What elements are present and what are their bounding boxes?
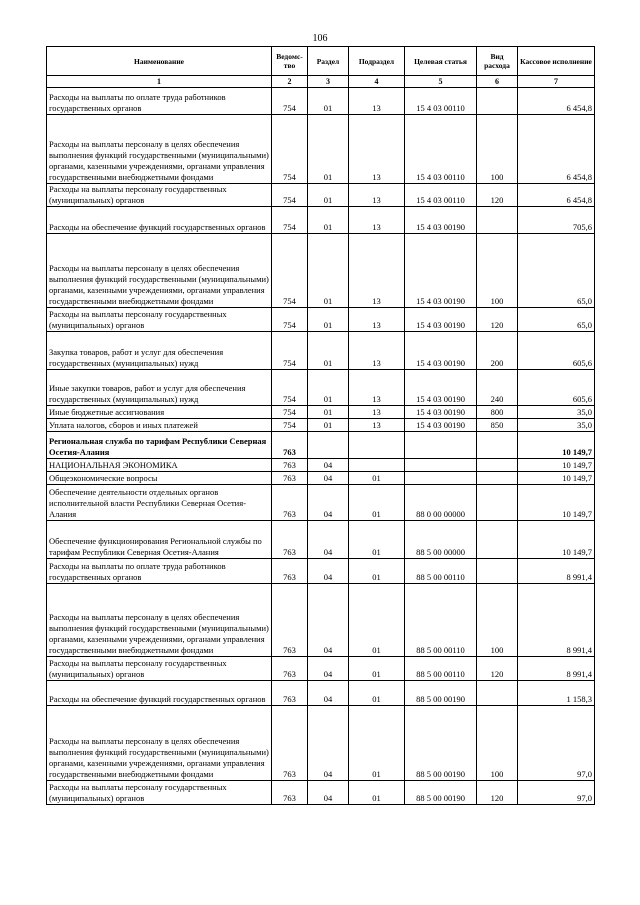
row-name: Региональная служба по тарифам Республики Северная Осетия-Алания [47,432,272,459]
row-podrazdel [349,459,405,472]
table-row [47,706,595,781]
row-razdel: 04 [308,584,349,657]
row-name: Расходы на выплаты персоналу в целях обеспечения выполнения функций государственными (муниципальными) органами, казенными учреждениями, органами управления государственными внебюджетными фондами [47,234,272,308]
row-celevaya-statya: 88 5 00 00190 [405,706,477,781]
header-celevaya-statya: Целевая статья [405,47,477,76]
table-row [47,308,595,332]
row-vedomstvo: 763 [272,584,308,657]
row-celevaya-statya: 15 4 03 00190 [405,332,477,370]
row-vid-raskhoda [477,459,518,472]
row-razdel: 01 [308,370,349,406]
row-razdel: 04 [308,472,349,485]
row-name: Закупка товаров, работ и услуг для обеспечения государственных (муниципальных) нужд [47,332,272,370]
row-vedomstvo: 763 [272,485,308,521]
row-sum: 6 454,8 [518,184,595,207]
row-razdel: 01 [308,332,349,370]
table-row [47,406,595,419]
row-vid-raskhoda: 120 [477,657,518,681]
row-vedomstvo: 763 [272,657,308,681]
row-razdel: 04 [308,706,349,781]
row-vid-raskhoda: 200 [477,332,518,370]
table-row [47,485,595,521]
row-podrazdel: 01 [349,781,405,805]
table-row [47,115,595,184]
row-podrazdel: 13 [349,308,405,332]
row-razdel: 01 [308,234,349,308]
table-row [47,184,595,207]
row-vid-raskhoda [477,432,518,459]
row-podrazdel: 13 [349,332,405,370]
row-razdel: 04 [308,559,349,584]
table-row [47,657,595,681]
row-name: Расходы на выплаты персоналу государственных (муниципальных) органов [47,781,272,805]
page-number: 106 [312,33,328,44]
row-vid-raskhoda: 120 [477,308,518,332]
table-row [47,370,595,406]
row-celevaya-statya: 15 4 03 00190 [405,370,477,406]
row-vid-raskhoda: 240 [477,370,518,406]
row-razdel: 01 [308,308,349,332]
row-vedomstvo: 754 [272,308,308,332]
row-podrazdel: 13 [349,419,405,432]
row-podrazdel: 01 [349,657,405,681]
column-number: 6 [477,76,518,88]
row-name: Уплата налогов, сборов и иных платежей [47,419,272,432]
row-celevaya-statya: 88 0 00 00000 [405,485,477,521]
row-celevaya-statya: 15 4 03 00110 [405,115,477,184]
header-razdel: Раздел [308,47,349,76]
row-sum: 97,0 [518,706,595,781]
row-vid-raskhoda [477,485,518,521]
header-name: Наименование [47,47,272,76]
row-name: Обеспечение функционирования Региональной службы по тарифам Республики Северная Осетия-Алания [47,521,272,559]
row-vid-raskhoda: 120 [477,184,518,207]
table-row [47,681,595,706]
row-podrazdel: 13 [349,184,405,207]
row-podrazdel: 13 [349,207,405,234]
row-celevaya-statya: 15 4 03 00190 [405,308,477,332]
row-vedomstvo: 763 [272,681,308,706]
row-razdel: 04 [308,521,349,559]
row-sum: 10 149,7 [518,485,595,521]
row-sum: 65,0 [518,308,595,332]
row-razdel: 04 [308,657,349,681]
row-name: Расходы на выплаты персоналу в целях обеспечения выполнения функций государственными (муниципальными) органами, казенными учреждениями, органами управления государственными внебюджетными фондами [47,706,272,781]
row-celevaya-statya: 88 5 00 00190 [405,781,477,805]
row-sum: 8 991,4 [518,657,595,681]
row-celevaya-statya: 15 4 03 00190 [405,207,477,234]
row-name: Общеэкономические вопросы [47,472,272,485]
column-number: 5 [405,76,477,88]
row-vid-raskhoda: 100 [477,584,518,657]
row-name: Расходы на выплаты персоналу в целях обеспечения выполнения функций государственными (муниципальными) органами, казенными учреждениями, органами управления государственными внебюджетными фондами [47,584,272,657]
row-celevaya-statya [405,459,477,472]
table-row [47,472,595,485]
row-vid-raskhoda [477,521,518,559]
row-podrazdel: 01 [349,521,405,559]
row-sum: 10 149,7 [518,521,595,559]
row-podrazdel [349,432,405,459]
row-vid-raskhoda [477,207,518,234]
row-celevaya-statya: 88 5 00 00190 [405,681,477,706]
row-celevaya-statya: 15 4 03 00110 [405,88,477,115]
row-celevaya-statya: 15 4 03 00190 [405,406,477,419]
row-vid-raskhoda: 850 [477,419,518,432]
table-row [47,419,595,432]
table-body [47,88,595,805]
expenditure-table [46,46,595,805]
column-number: 4 [349,76,405,88]
table-row [47,521,595,559]
header-vedomstvo: Ведомс-тво [272,47,308,76]
row-name: Расходы на выплаты персоналу государственных (муниципальных) органов [47,657,272,681]
row-podrazdel: 01 [349,485,405,521]
row-name: Расходы на выплаты по оплате труда работников государственных органов [47,88,272,115]
row-vedomstvo: 754 [272,332,308,370]
column-number-row [47,76,595,88]
row-vedomstvo: 754 [272,115,308,184]
row-name: НАЦИОНАЛЬНАЯ ЭКОНОМИКА [47,459,272,472]
row-celevaya-statya: 88 5 00 00000 [405,521,477,559]
row-podrazdel: 13 [349,88,405,115]
row-razdel: 04 [308,681,349,706]
column-number: 3 [308,76,349,88]
row-celevaya-statya: 88 5 00 00110 [405,584,477,657]
row-vedomstvo: 763 [272,472,308,485]
row-celevaya-statya: 88 5 00 00110 [405,559,477,584]
row-vedomstvo: 763 [272,559,308,584]
row-name: Обеспечение деятельности отдельных органов исполнительной власти Республики Северная Осетия-Алания [47,485,272,521]
table-row [47,207,595,234]
row-razdel: 04 [308,459,349,472]
row-vid-raskhoda [477,88,518,115]
row-vedomstvo: 754 [272,234,308,308]
row-vid-raskhoda [477,559,518,584]
row-name: Расходы на обеспечение функций государственных органов [47,207,272,234]
row-vedomstvo: 754 [272,207,308,234]
row-name: Расходы на выплаты по оплате труда работников государственных органов [47,559,272,584]
table-row [47,559,595,584]
table-row [47,88,595,115]
row-vedomstvo: 754 [272,184,308,207]
row-name: Расходы на выплаты персоналу государственных (муниципальных) органов [47,184,272,207]
row-podrazdel: 13 [349,406,405,419]
row-celevaya-statya [405,472,477,485]
row-celevaya-statya: 15 4 03 00190 [405,234,477,308]
row-podrazdel: 01 [349,584,405,657]
row-celevaya-statya: 15 4 03 00110 [405,184,477,207]
row-razdel: 01 [308,419,349,432]
row-sum: 97,0 [518,781,595,805]
row-razdel: 04 [308,781,349,805]
header-kassovoe-ispolnenie: Кассовое исполнение [518,47,595,76]
row-vedomstvo: 763 [272,432,308,459]
row-podrazdel: 01 [349,706,405,781]
row-sum: 10 149,7 [518,472,595,485]
row-sum: 35,0 [518,406,595,419]
header-vid-raskhoda: Вид расхода [477,47,518,76]
row-sum: 8 991,4 [518,584,595,657]
column-number: 7 [518,76,595,88]
row-razdel: 04 [308,485,349,521]
table-row [47,432,595,459]
row-razdel: 01 [308,184,349,207]
row-podrazdel: 13 [349,370,405,406]
row-sum: 6 454,8 [518,88,595,115]
row-vedomstvo: 754 [272,406,308,419]
row-celevaya-statya: 88 5 00 00110 [405,657,477,681]
row-vedomstvo: 763 [272,521,308,559]
row-vedomstvo: 754 [272,88,308,115]
row-name: Иные бюджетные ассигнования [47,406,272,419]
header-podrazdel: Подраздел [349,47,405,76]
row-sum: 6 454,8 [518,115,595,184]
row-sum: 605,6 [518,370,595,406]
row-podrazdel: 01 [349,681,405,706]
row-vid-raskhoda: 800 [477,406,518,419]
row-vid-raskhoda: 100 [477,706,518,781]
row-razdel: 01 [308,207,349,234]
row-vedomstvo: 763 [272,781,308,805]
row-sum: 705,6 [518,207,595,234]
row-podrazdel: 01 [349,472,405,485]
column-number: 1 [47,76,272,88]
header-row [47,47,595,76]
row-sum: 10 149,7 [518,459,595,472]
row-name: Расходы на обеспечение функций государственных органов [47,681,272,706]
row-razdel: 01 [308,88,349,115]
table-row [47,234,595,308]
row-razdel [308,432,349,459]
row-vedomstvo: 763 [272,706,308,781]
row-vedomstvo: 754 [272,419,308,432]
row-razdel: 01 [308,115,349,184]
table-row [47,584,595,657]
row-celevaya-statya: 15 4 03 00190 [405,419,477,432]
row-sum: 35,0 [518,419,595,432]
row-sum: 1 158,3 [518,681,595,706]
row-vid-raskhoda: 100 [477,234,518,308]
row-celevaya-statya [405,432,477,459]
row-sum: 65,0 [518,234,595,308]
row-sum: 605,6 [518,332,595,370]
row-podrazdel: 13 [349,234,405,308]
row-razdel: 01 [308,406,349,419]
table-row [47,781,595,805]
row-vedomstvo: 763 [272,459,308,472]
row-vid-raskhoda: 100 [477,115,518,184]
row-podrazdel: 13 [349,115,405,184]
row-vid-raskhoda: 120 [477,781,518,805]
row-sum: 10 149,7 [518,432,595,459]
row-vid-raskhoda [477,681,518,706]
row-vid-raskhoda [477,472,518,485]
table-row [47,459,595,472]
row-name: Расходы на выплаты персоналу в целях обеспечения выполнения функций государственными (муниципальными) органами, казенными учреждениями, органами управления государственными внебюджетными фондами [47,115,272,184]
table-row [47,332,595,370]
row-podrazdel: 01 [349,559,405,584]
row-name: Иные закупки товаров, работ и услуг для обеспечения государственных (муниципальных) нужд [47,370,272,406]
row-sum: 8 991,4 [518,559,595,584]
row-name: Расходы на выплаты персоналу государственных (муниципальных) органов [47,308,272,332]
row-vedomstvo: 754 [272,370,308,406]
column-number: 2 [272,76,308,88]
